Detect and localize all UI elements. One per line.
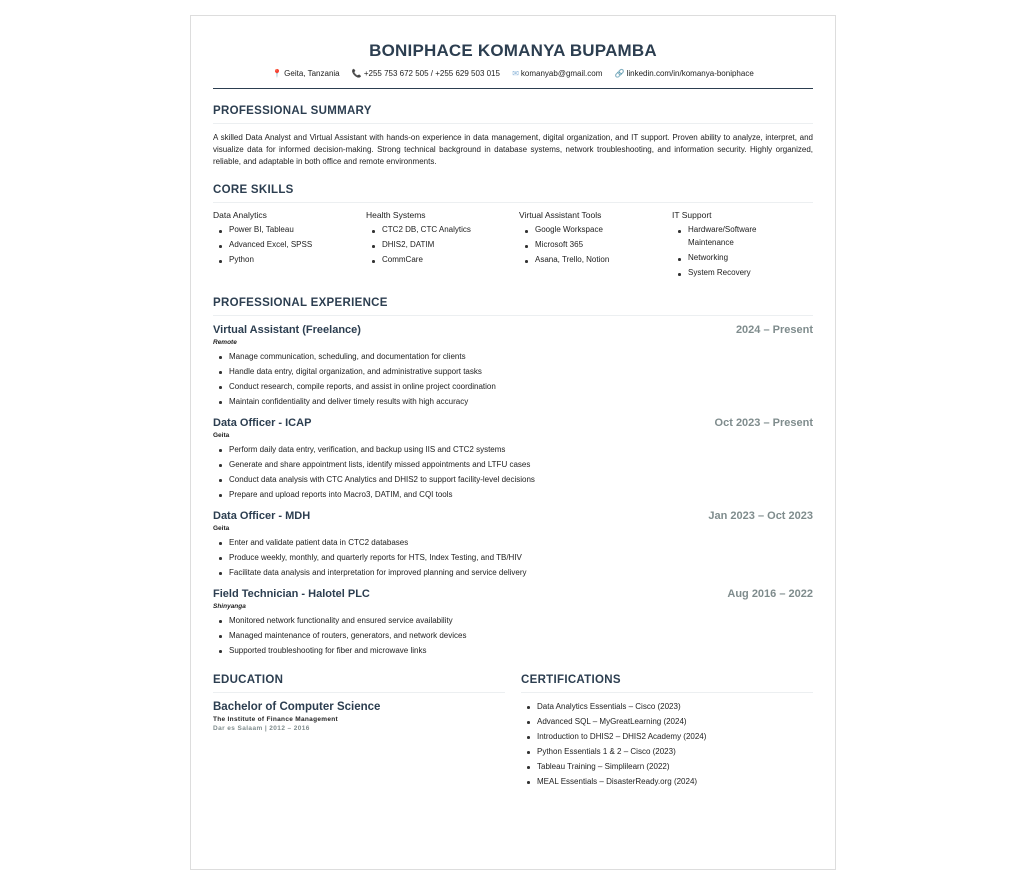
job-bullets bbox=[213, 613, 813, 658]
skill-group bbox=[213, 210, 366, 281]
job-header bbox=[213, 510, 813, 522]
job-header bbox=[213, 588, 813, 600]
education-section bbox=[213, 658, 505, 789]
certifications-heading: CERTIFICATIONS bbox=[521, 674, 813, 693]
skill-group bbox=[519, 210, 672, 281]
certifications-section bbox=[521, 658, 813, 789]
header-divider bbox=[213, 88, 813, 89]
job-bullet: Managed maintenance of routers, generators, and network devices bbox=[229, 628, 813, 643]
certification-item: MEAL Essentials – DisasterReady.org (2024) bbox=[537, 774, 813, 789]
summary-text: A skilled Data Analyst and Virtual Assistant with hands-on experience in data management, digital organization, and IT support. Proven ability to analyze, interpret, and visualize data for informed decision-making. Strong technical background in database systems, network troubleshooting, and information security. Highly organized, reliable, and adaptable in both office and remote environments. bbox=[213, 133, 813, 166]
skill-item: Advanced Excel, SPSS bbox=[229, 238, 366, 251]
job-list bbox=[213, 324, 813, 658]
summary-heading: PROFESSIONAL SUMMARY bbox=[213, 105, 813, 124]
phone-icon: 📞 bbox=[351, 69, 362, 78]
job-header bbox=[213, 324, 813, 336]
certification-item: Tableau Training – Simplilearn (2022) bbox=[537, 759, 813, 774]
skill-item: CTC2 DB, CTC Analytics bbox=[382, 223, 519, 236]
skill-item: Power BI, Tableau bbox=[229, 223, 366, 236]
skill-item: Google Workspace bbox=[535, 223, 672, 236]
email-link[interactable]: komanyab@gmail.com bbox=[520, 69, 603, 78]
job-date: 2024 – Present bbox=[735, 324, 813, 336]
skill-item: DHIS2, DATIM bbox=[382, 238, 519, 251]
job-entry bbox=[213, 324, 813, 409]
job-date: Oct 2023 – Present bbox=[714, 417, 813, 429]
skill-item: System Recovery bbox=[688, 266, 792, 279]
education-location-dates: Dar es Salaam | 2012 – 2016 bbox=[213, 725, 310, 732]
job-bullet: Produce weekly, monthly, and quarterly reports for HTS, Index Testing, and TB/HIV bbox=[229, 550, 813, 565]
job-location: Geita bbox=[213, 432, 230, 439]
certification-item: Python Essentials 1 & 2 – Cisco (2023) bbox=[537, 744, 813, 759]
skill-group-title: Health Systems bbox=[366, 210, 426, 220]
institution: The Institute of Finance Management bbox=[213, 716, 338, 723]
job-bullets bbox=[213, 442, 813, 502]
bottom-columns bbox=[213, 658, 813, 789]
location-pin-icon: 📍 bbox=[272, 69, 283, 78]
skills-heading: CORE SKILLS bbox=[213, 184, 813, 203]
contact-line bbox=[213, 69, 813, 78]
skill-group bbox=[672, 210, 792, 281]
skill-item: Python bbox=[229, 253, 366, 266]
skill-item: Microsoft 365 bbox=[535, 238, 672, 251]
job-title: Virtual Assistant (Freelance) bbox=[213, 324, 361, 336]
skill-group-title: Virtual Assistant Tools bbox=[519, 210, 602, 220]
degree: Bachelor of Computer Science bbox=[213, 701, 381, 713]
job-bullet: Prepare and upload reports into Macro3, DATIM, and CQI tools bbox=[229, 487, 813, 502]
skill-item: Asana, Trello, Notion bbox=[535, 253, 672, 266]
job-bullet: Conduct research, compile reports, and assist in online project coordination bbox=[229, 379, 813, 394]
job-bullets bbox=[213, 535, 813, 580]
skill-group-title: IT Support bbox=[672, 210, 712, 220]
job-bullet: Generate and share appointment lists, identify missed appointments and LTFU cases bbox=[229, 457, 813, 472]
job-bullet: Enter and validate patient data in CTC2 databases bbox=[229, 535, 813, 550]
job-entry bbox=[213, 417, 813, 502]
candidate-name: BONIPHACE KOMANYA BUPAMBA bbox=[369, 41, 657, 60]
job-bullet: Supported troubleshooting for fiber and microwave links bbox=[229, 643, 813, 658]
job-bullet: Handle data entry, digital organization, and administrative support tasks bbox=[229, 364, 813, 379]
certification-item: Advanced SQL – MyGreatLearning (2024) bbox=[537, 714, 813, 729]
phone: +255 753 672 505 / +255 629 503 015 bbox=[363, 69, 500, 78]
job-entry bbox=[213, 510, 813, 580]
job-bullet: Manage communication, scheduling, and documentation for clients bbox=[229, 349, 813, 364]
job-location: Geita bbox=[213, 525, 230, 532]
certification-item: Data Analytics Essentials – Cisco (2023) bbox=[537, 699, 813, 714]
link-icon: 🔗 bbox=[614, 69, 625, 78]
job-location: Remote bbox=[213, 339, 237, 346]
job-bullet: Perform daily data entry, verification, and backup using IIS and CTC2 systems bbox=[229, 442, 813, 457]
job-bullet: Monitored network functionality and ensured service availability bbox=[229, 613, 813, 628]
job-date: Aug 2016 – 2022 bbox=[727, 588, 813, 600]
job-title: Field Technician - Halotel PLC bbox=[213, 588, 370, 600]
job-bullets bbox=[213, 349, 813, 409]
skills-grid bbox=[213, 210, 813, 281]
skill-item: Networking bbox=[688, 251, 792, 264]
job-bullet: Maintain confidentiality and deliver timely results with high accuracy bbox=[229, 394, 813, 409]
certification-list bbox=[521, 699, 813, 789]
job-bullet: Conduct data analysis with CTC Analytics and DHIS2 to support facility-level decisions bbox=[229, 472, 813, 487]
location: Geita, Tanzania bbox=[284, 69, 340, 78]
email-icon: ✉ bbox=[512, 69, 519, 78]
certification-item: Introduction to DHIS2 – DHIS2 Academy (2024) bbox=[537, 729, 813, 744]
experience-heading: PROFESSIONAL EXPERIENCE bbox=[213, 297, 813, 316]
linkedin-link[interactable]: linkedin.com/in/komanya-boniphace bbox=[626, 69, 754, 78]
job-bullet: Facilitate data analysis and interpretation for improved planning and service delivery bbox=[229, 565, 813, 580]
job-title: Data Officer - ICAP bbox=[213, 417, 312, 429]
job-entry bbox=[213, 588, 813, 658]
job-date: Jan 2023 – Oct 2023 bbox=[708, 510, 813, 522]
skill-group bbox=[366, 210, 519, 281]
resume-page bbox=[190, 15, 836, 870]
skill-group-title: Data Analytics bbox=[213, 210, 267, 220]
job-header bbox=[213, 417, 813, 429]
job-title: Data Officer - MDH bbox=[213, 510, 311, 522]
job-location: Shinyanga bbox=[213, 603, 246, 610]
education-heading: EDUCATION bbox=[213, 674, 505, 693]
skill-item: Hardware/Software Maintenance bbox=[688, 223, 792, 249]
skill-item: CommCare bbox=[382, 253, 519, 266]
